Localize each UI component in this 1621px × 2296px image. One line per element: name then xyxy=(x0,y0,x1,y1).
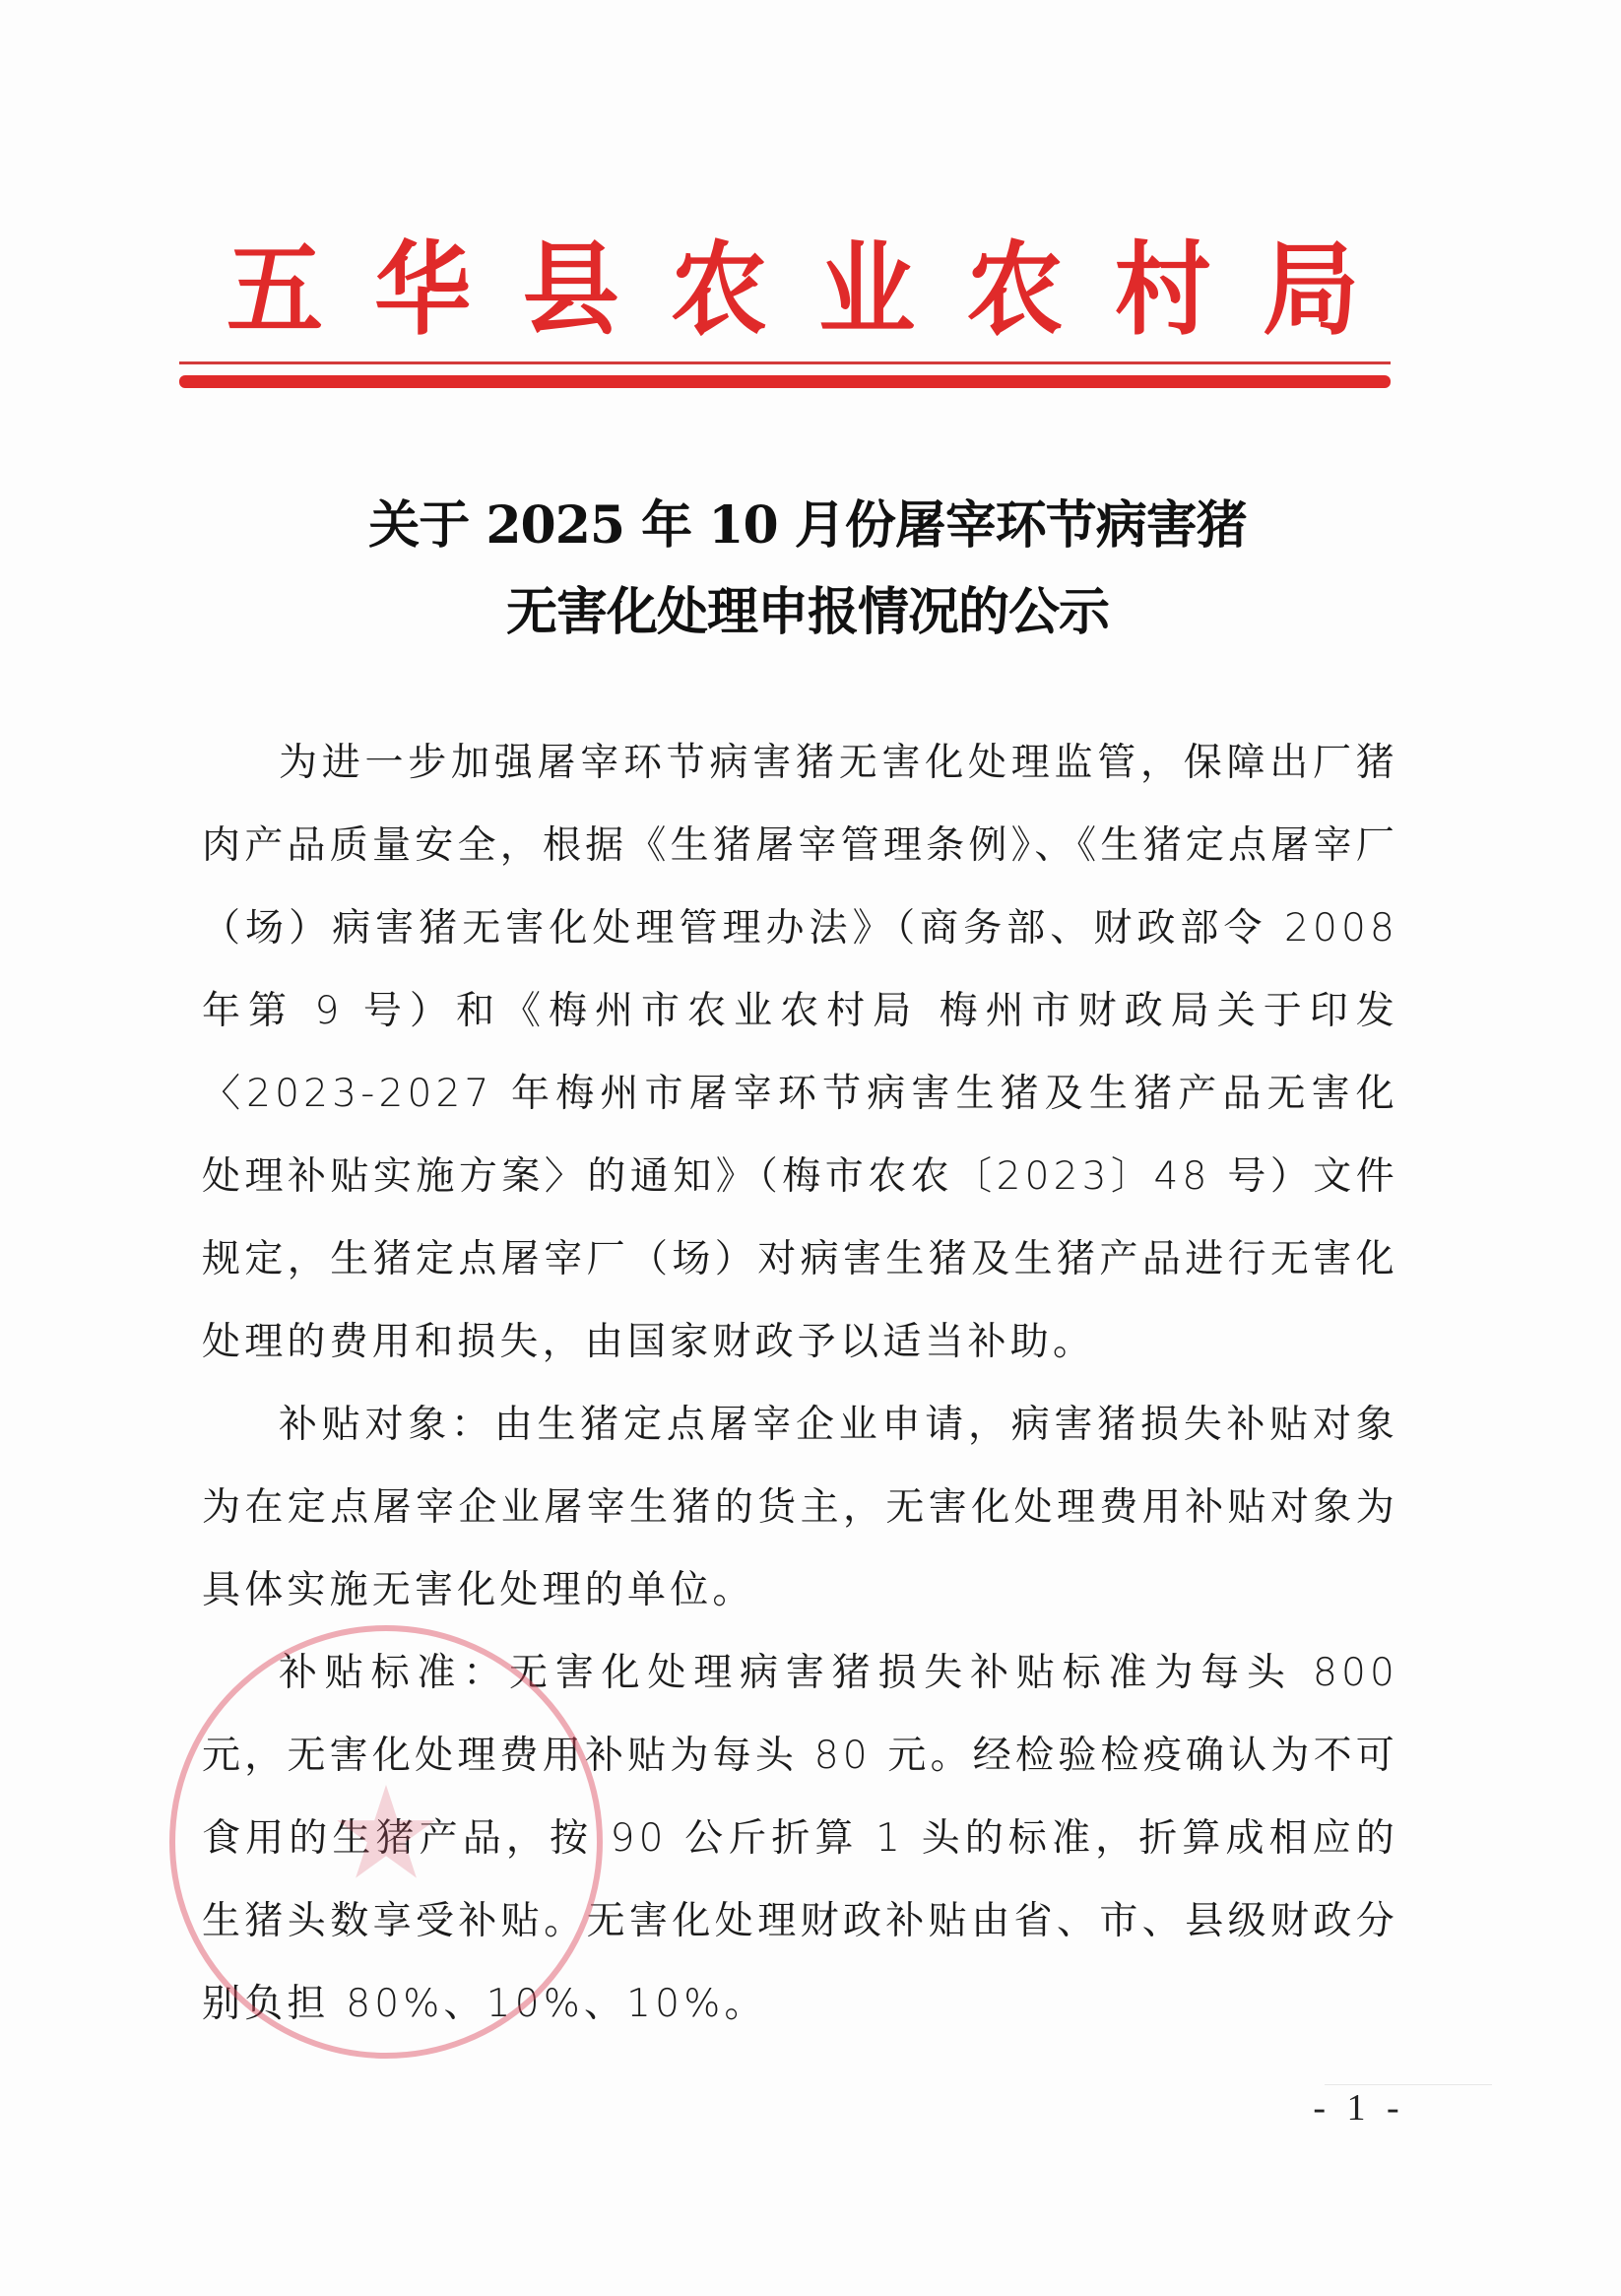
masthead-char: 农 xyxy=(966,231,1064,350)
masthead-divider-thin xyxy=(179,361,1391,364)
document-title xyxy=(177,483,1438,656)
masthead-divider-thick xyxy=(179,375,1391,388)
masthead-char: 业 xyxy=(818,231,916,350)
footer-divider xyxy=(1325,2084,1492,2085)
page-number: - 1 - xyxy=(1313,2087,1405,2129)
document-title-line-2: 无害化处理申报情况的公示 xyxy=(505,582,1109,642)
masthead-char: 农 xyxy=(670,231,767,350)
document-body xyxy=(202,722,1398,2046)
document-title-line-1: 关于 2025 年 10 月份屠宰环节病害猪 xyxy=(368,495,1247,556)
masthead-char: 华 xyxy=(374,231,472,350)
masthead-char: 局 xyxy=(1262,231,1359,350)
masthead-char: 县 xyxy=(522,231,619,350)
paragraph-subsidy-recipients: 补贴对象：由生猪定点屠宰企业申请，病害猪损失补贴对象为在定点屠宰企业屠宰生猪的货主，无害化处理费用补贴对象为具体实施无害化处理的单位。 xyxy=(202,1403,1398,1612)
paragraph-subsidy-standard: 补贴标准：无害化处理病害猪损失补贴标准为每头 800 元，无害化处理费用补贴为每头 80 元。经检验检疫确认为不可食用的生猪产品，按 90 公斤折算 1 头的标准，折算成相应的生猪头数享受补贴。无害化处理财政补贴由省、市、县级财政分别负担 80%、10%、10%。 xyxy=(202,1651,1398,2026)
paragraph-background: 为进一步加强屠宰环节病害猪无害化处理监管，保障出厂猪肉产品质量安全，根据《生猪屠宰管理条例》、《生猪定点屠宰厂（场）病害猪无害化处理管理办法》（商务部、财政部令 2008 年第 9 号）和《梅州市农业农村局 梅州市财政局关于印发〈2023-2027 年梅州市屠宰环节病害生猪及生猪产品无害化处理补贴实施方案〉的通知》（梅市农农〔2023〕48 号）文件规定，生猪定点屠宰厂（场）对病害生猪及生猪产品进行无害化处理的费用和损失，由国家财政予以适当补助。 xyxy=(202,741,1398,1364)
masthead-char: 五 xyxy=(227,231,324,350)
masthead-organization xyxy=(227,231,1359,350)
masthead-char: 村 xyxy=(1114,231,1211,350)
